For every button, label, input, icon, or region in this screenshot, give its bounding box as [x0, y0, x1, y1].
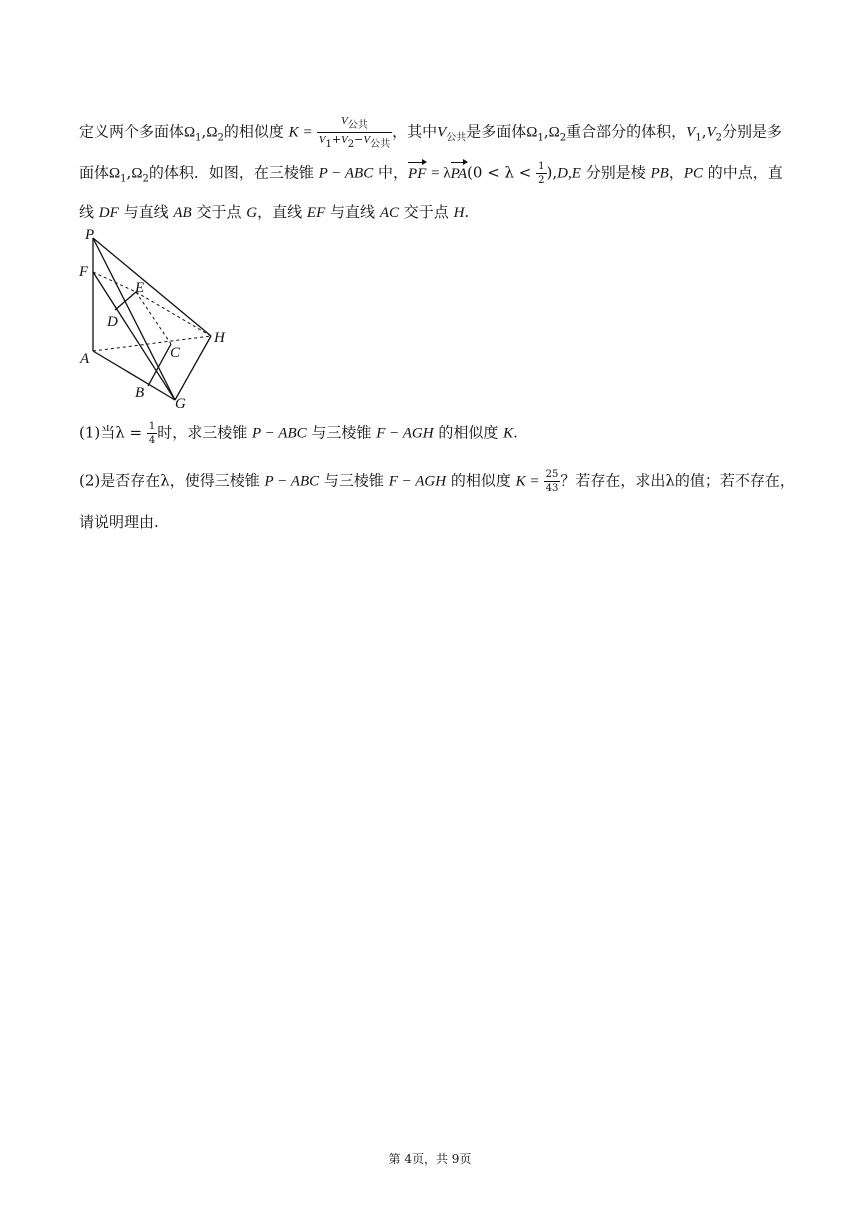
omega: Ω	[109, 165, 121, 182]
k-symbol: K	[288, 124, 299, 141]
line-ec-dashed	[136, 292, 171, 344]
text: (1)当λ =	[79, 423, 143, 442]
v: V	[318, 134, 326, 146]
problem-line-1: 定义两个多面体$\Omega_1,\Omega_2$的相似度 K = $\frac{\text{V公共}}{\text{V1+V2−V公共}}$ ，其中$V_{公共}$是多面体$\Omega_1,\Omega_2$重合部分的体积，$V_1,V_2$分别是多	[79, 115, 783, 150]
omega: Ω	[184, 124, 196, 141]
tetrahedron-pabc: P − ABC	[264, 473, 320, 490]
text: 的相似度	[223, 122, 284, 141]
line-ef: EF	[306, 205, 326, 221]
problem-line-3	[79, 202, 469, 223]
text: 面体	[79, 163, 110, 182]
vector-pa: PA	[450, 165, 468, 182]
condition: (0 < λ <	[467, 163, 532, 182]
edge-pc: PC	[683, 165, 703, 182]
question-1	[79, 420, 518, 447]
omega: Ω	[526, 124, 538, 141]
num: 25	[545, 469, 559, 480]
text: 与直线	[330, 203, 376, 221]
edge-bc	[148, 344, 171, 386]
omega: Ω	[548, 124, 560, 141]
sub: 2	[347, 139, 355, 150]
label-c: C	[170, 345, 181, 361]
tetrahedron-fagh: F − AGH	[376, 425, 434, 442]
text: 的体积．如图，在三棱锥	[148, 163, 314, 182]
text: 与三棱锥	[311, 423, 372, 442]
page-footer: 第 4页，共 9页	[388, 1152, 472, 1166]
sub: 2	[217, 132, 224, 144]
omega: Ω	[206, 124, 218, 141]
v: V	[341, 115, 348, 127]
text: 分别是多	[722, 122, 783, 141]
text: 与直线	[123, 203, 169, 221]
v: V	[437, 124, 447, 141]
edge-pb: PB	[650, 165, 669, 182]
line-ab: AB	[173, 205, 192, 221]
den: 2	[538, 175, 545, 186]
sub: 1	[195, 132, 202, 144]
eq: =	[530, 473, 539, 490]
text: 的相似度	[450, 471, 511, 490]
line-fg	[93, 272, 175, 400]
num: 1	[538, 161, 545, 172]
vector-pf: PF	[408, 165, 427, 182]
points-de: D,E	[557, 165, 581, 182]
sub: 1	[325, 139, 332, 150]
lambda-fraction	[147, 420, 157, 447]
sub: 公共	[370, 139, 391, 150]
line-ah-dashed	[93, 336, 211, 351]
label-a: A	[80, 351, 90, 367]
condition: ),	[546, 163, 558, 182]
eq: = λ	[431, 165, 451, 182]
text: .	[464, 203, 470, 221]
text: ，	[668, 163, 684, 182]
text: 是多面体	[466, 122, 527, 141]
k-symbol: K	[515, 473, 526, 490]
edge-gh	[175, 336, 211, 400]
den: 4	[148, 435, 156, 446]
text: 线	[79, 203, 95, 221]
text: 时，求三棱锥	[157, 423, 248, 442]
v: V	[363, 134, 371, 146]
sub: 1	[695, 132, 702, 144]
label-b: B	[135, 385, 145, 401]
eq: =	[303, 124, 312, 141]
k-symbol: K	[503, 425, 514, 442]
text: (2)是否存在λ，使得三棱锥	[79, 471, 260, 490]
line-df: DF	[98, 205, 119, 221]
line-ac: AC	[379, 205, 399, 221]
text: 重合部分的体积，	[566, 122, 687, 141]
den: 43	[545, 483, 559, 494]
text: 分别是棱	[585, 163, 646, 182]
line-eh-dashed	[136, 292, 211, 336]
text: 交于点	[196, 203, 242, 221]
text: 中，	[378, 163, 409, 182]
half-fraction	[536, 160, 546, 187]
label-d: D	[107, 314, 118, 330]
tetrahedron-pabc: P − ABC	[318, 165, 374, 182]
text: 的相似度	[438, 423, 499, 442]
sub: 1	[120, 173, 127, 185]
question-2	[79, 468, 795, 495]
text: .	[513, 423, 518, 442]
sub: 公共	[446, 132, 467, 144]
label-e: E	[135, 280, 145, 296]
tetrahedron-pabc: P − ABC	[252, 425, 307, 442]
label-f: F	[79, 264, 89, 280]
num: 1	[148, 421, 156, 432]
label-p: P	[85, 228, 95, 243]
sub: 2	[715, 132, 723, 144]
v: V	[706, 124, 716, 141]
similarity-fraction	[317, 114, 392, 151]
sub: 公共	[347, 120, 368, 131]
text: 定义两个多面体	[79, 122, 185, 141]
omega: Ω	[131, 165, 143, 182]
tetrahedron-figure	[78, 228, 238, 413]
label-h: H	[214, 330, 225, 346]
text: 与三棱锥	[323, 471, 384, 490]
similarity-value-fraction	[544, 468, 561, 495]
sub: 2	[142, 173, 149, 185]
minus: −	[354, 133, 364, 146]
sub: 1	[537, 132, 544, 144]
tetrahedron-fagh: F − AGH	[388, 473, 447, 490]
v: V	[686, 124, 696, 141]
segment-de	[115, 292, 136, 310]
point-g: G	[246, 205, 258, 221]
label-g: G	[175, 396, 186, 412]
v: V	[341, 134, 348, 146]
text: 的中点，直	[707, 163, 783, 182]
text: 请说明理由.	[79, 513, 159, 531]
question-2-line-2	[79, 512, 159, 532]
text: ，直线	[257, 203, 303, 221]
text: ，其中	[392, 122, 438, 141]
text: 交于点	[403, 203, 449, 221]
point-h: H	[453, 205, 465, 221]
sub: 2	[559, 132, 567, 144]
problem-line-2: 面体$\Omega_1,\Omega_2$的体积．如图，在三棱锥 P − ABC 中，PF = λPA(0 < λ < $\frac{1}{2}$ ),D,E 分别是棱 PB，PC 的中点，直	[79, 161, 783, 186]
text: ？若存在，求出λ的值；若不存在，	[560, 471, 795, 490]
plus: +	[331, 133, 342, 146]
